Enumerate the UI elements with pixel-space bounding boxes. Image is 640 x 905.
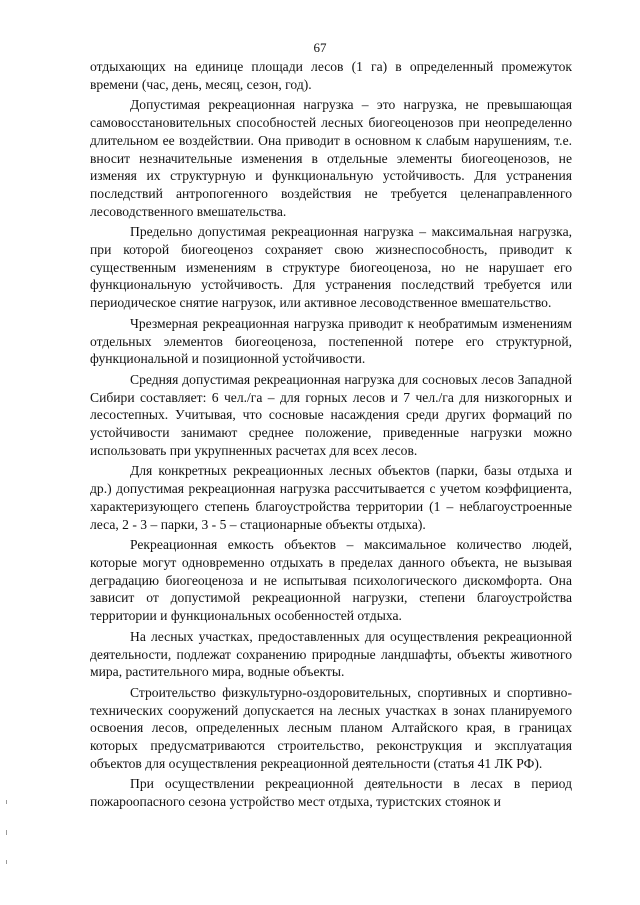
document-body [90, 58, 572, 814]
paragraph: Для конкретных рекреационных лесных объектов (парки, базы отдыха и др.) допустимая рекреационная нагрузка рассчитывается с учетом коэффициента, характеризующего степень благоустройства территории (1 – неблагоустроенные леса, 2 - 3 – парки, 3 - 5 – стационарные объекты отдыха). [90, 463, 572, 532]
page-number: 67 [313, 40, 327, 55]
scan-edge-mark [6, 860, 7, 864]
paragraph: Строительство физкультурно-оздоровительных, спортивных и спортивно-технических сооружений допускается на лесных участках в зонах планируемого освоения лесов, определенных лесным планом Алтайского края, в границах которых предусматриваются строительство, реконструкция и эксплуатация объектов для осуществления рекреационной деятельности (статья 41 ЛК РФ). [90, 684, 572, 771]
scan-edge-mark [6, 800, 7, 804]
paragraph: Чрезмерная рекреационная нагрузка приводит к необратимым изменениям отдельных элементов биогеоценоза, постепенной потере его структурной, функциональной и позиционной устойчивости. [90, 315, 572, 367]
paragraph: Предельно допустимая рекреационная нагрузка – максимальная нагрузка, при которой биогеоценоз сохраняет свою жизнеспособность, приводит к существенным изменениям в структуре биогеоценоза, но не нарушает его функциональную устойчивость. Для устранения последствий требуется или периодическое снятие нагрузок, или активное лесоводственное вмешательство. [90, 224, 572, 311]
paragraph: Рекреационная емкость объектов – максимальное количество людей, которые могут одновременно отдыхать в пределах данного объекта, не вызывая деградацию биогеоценоза и не испытывая психологического дискомфорта. Она зависит от допустимой рекреационной нагрузки, степени благоустройства территории и функциональных особенностей отдыха. [90, 537, 572, 624]
paragraph: При осуществлении рекреационной деятельности в лесах в период пожароопасного сезона устройство мест отдыха, туристских стоянок и [90, 776, 572, 810]
scan-edge-mark [6, 830, 7, 835]
paragraph: На лесных участках, предоставленных для осуществления рекреационной деятельности, подлежат сохранению природные ландшафты, объекты животного мира, растительного мира, водные объекты. [90, 628, 572, 680]
paragraph: отдыхающих на единице площади лесов (1 га) в определенный промежуток времени (час, день, месяц, сезон, год). [90, 59, 572, 92]
paragraph: Допустимая рекреационная нагрузка – это нагрузка, не превышающая самовосстановительных способностей лесных биогеоценозов при неопределенно длительном ее воздействии. Она приводит в основном к слабым нарушениям, т.е. вносит незначительные изменения в отдельные элементы биогеоценозов, не изменяя их структурную и функциональную устойчивость. Для устранения последствий антропогенного воздействия не требуется целенаправленного лесоводственного вмешательства. [90, 97, 572, 219]
paragraph: Средняя допустимая рекреационная нагрузка для сосновых лесов Западной Сибири составляет: 6 чел./га – для горных лесов и 7 чел./га для низкогорных и лесостепных. Учитывая, что сосновые насаждения среди других формаций по устойчивости занимают среднее положение, приведенные нагрузки можно использовать при укрупненных расчетах для всех лесов. [90, 371, 572, 458]
